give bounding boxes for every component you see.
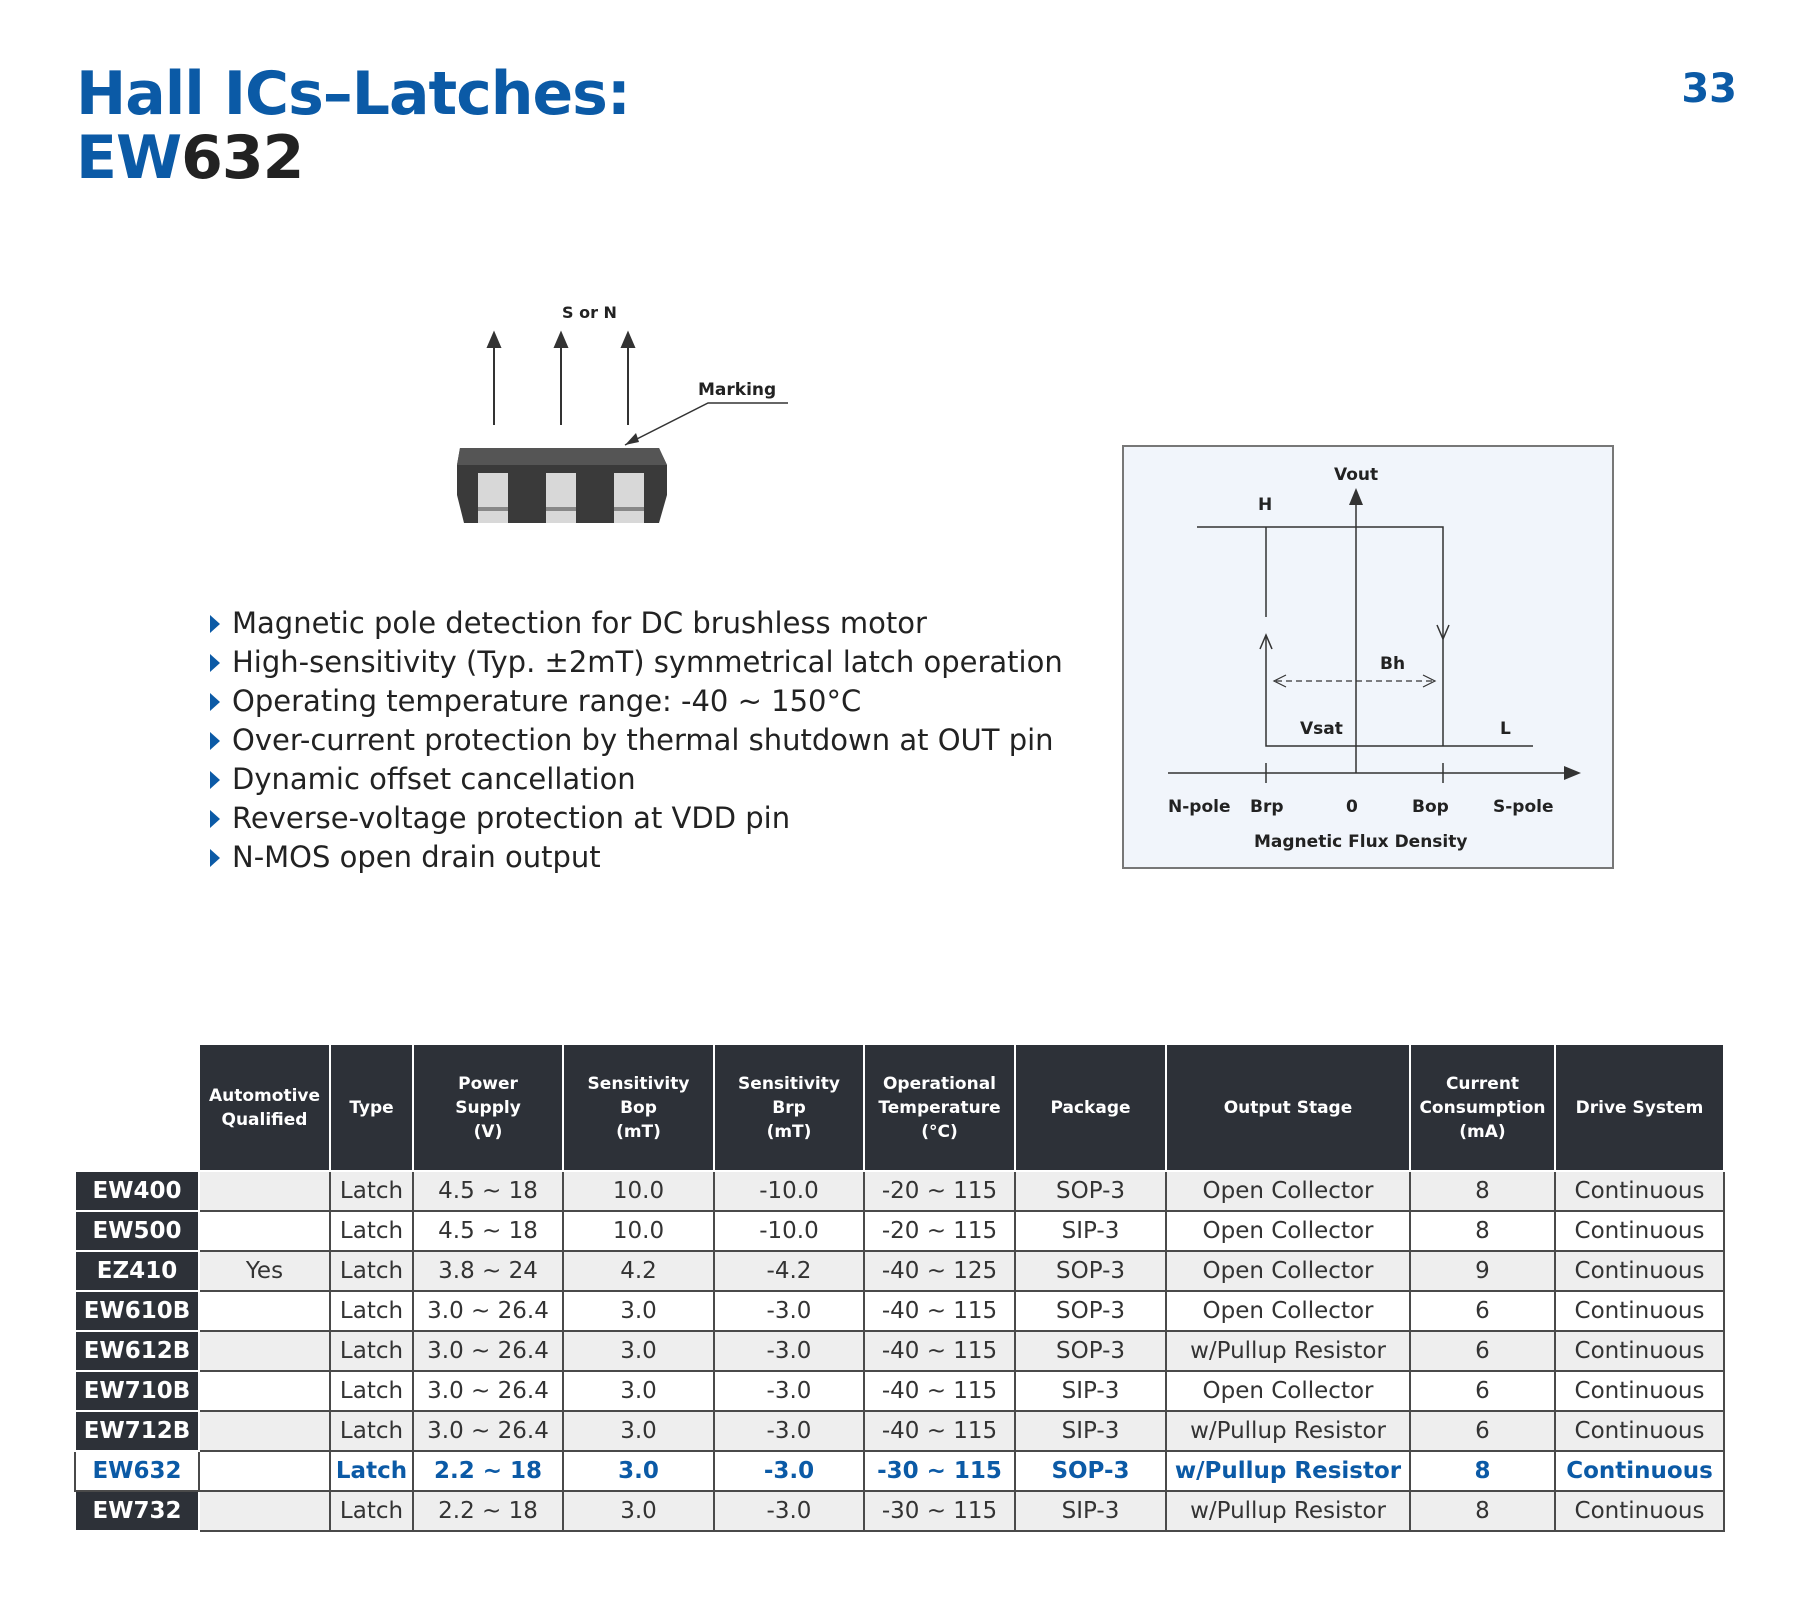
cell-type: Latch — [330, 1451, 413, 1491]
table-row — [75, 1371, 1724, 1411]
flux-axis-arrow — [1564, 766, 1581, 780]
cell-model: EW632 — [75, 1451, 199, 1491]
header-blank-cell — [75, 1044, 199, 1171]
cell-drive-system: Continuous — [1555, 1411, 1724, 1451]
cell-type: Latch — [330, 1371, 413, 1411]
cell-sensitivity-brp: -10.0 — [714, 1211, 864, 1251]
field-direction-label: S or N — [562, 303, 617, 322]
cell-sensitivity-bop: 4.2 — [563, 1251, 714, 1291]
marking-label: Marking — [698, 380, 777, 400]
bullet-arrow-icon — [210, 771, 220, 789]
table-body — [75, 1171, 1724, 1531]
cell-current-consumption: 6 — [1410, 1371, 1555, 1411]
cell-output-stage: w/Pullup Resistor — [1166, 1451, 1410, 1491]
brp-label: Brp — [1250, 797, 1284, 817]
page-number: 33 — [1681, 66, 1737, 112]
cell-operational-temperature: -20 ~ 115 — [864, 1171, 1015, 1211]
table-row — [75, 1251, 1724, 1291]
hysteresis-diagram — [1122, 445, 1614, 869]
cell-drive-system: Continuous — [1555, 1451, 1724, 1491]
cell-output-stage: w/Pullup Resistor — [1166, 1491, 1410, 1531]
cell-power-supply: 3.0 ~ 26.4 — [413, 1411, 563, 1451]
flux-axis-label: Magnetic Flux Density — [1254, 832, 1468, 852]
cell-current-consumption: 6 — [1410, 1411, 1555, 1451]
header-sensitivity-bop: Sensitivity Bop (mT) — [563, 1044, 714, 1171]
cell-power-supply: 3.8 ~ 24 — [413, 1251, 563, 1291]
cell-power-supply: 3.0 ~ 26.4 — [413, 1331, 563, 1371]
bullet-arrow-icon — [210, 849, 220, 867]
cell-operational-temperature: -40 ~ 115 — [864, 1291, 1015, 1331]
feature-item: Over-current protection by thermal shutdown at OUT pin — [210, 721, 1063, 760]
high-output-line — [1197, 527, 1443, 637]
field-arrow-3-head — [622, 333, 634, 347]
title-line-2 — [76, 123, 630, 193]
low-level-label: L — [1500, 719, 1511, 739]
cell-operational-temperature: -40 ~ 115 — [864, 1331, 1015, 1371]
header-automotive-qualified: Automotive Qualified — [199, 1044, 330, 1171]
cell-sensitivity-bop: 3.0 — [563, 1331, 714, 1371]
cell-sensitivity-brp: -10.0 — [714, 1171, 864, 1211]
bullet-arrow-icon — [210, 615, 220, 633]
table-row — [75, 1331, 1724, 1371]
cell-sensitivity-brp: -3.0 — [714, 1491, 864, 1531]
vsat-label: Vsat — [1300, 719, 1343, 739]
bullet-arrow-icon — [210, 810, 220, 828]
page-title — [76, 59, 630, 193]
header-output-stage: Output Stage — [1166, 1044, 1410, 1171]
cell-drive-system: Continuous — [1555, 1291, 1724, 1331]
cell-type: Latch — [330, 1291, 413, 1331]
cell-current-consumption: 6 — [1410, 1331, 1555, 1371]
cell-power-supply: 3.0 ~ 26.4 — [413, 1371, 563, 1411]
cell-sensitivity-bop: 10.0 — [563, 1171, 714, 1211]
cell-type: Latch — [330, 1171, 413, 1211]
cell-output-stage: Open Collector — [1166, 1251, 1410, 1291]
table-row — [75, 1291, 1724, 1331]
feature-item: High-sensitivity (Typ. ±2mT) symmetrical latch operation — [210, 643, 1063, 682]
cell-operational-temperature: -30 ~ 115 — [864, 1491, 1015, 1531]
hysteresis-svg — [1124, 447, 1612, 867]
cell-sensitivity-brp: -3.0 — [714, 1331, 864, 1371]
cell-type: Latch — [330, 1251, 413, 1291]
cell-package: SIP-3 — [1015, 1491, 1166, 1531]
header-operational-temperature: Operational Temperature (°C) — [864, 1044, 1015, 1171]
cell-automotive-qualified — [199, 1371, 330, 1411]
feature-item: Operating temperature range: -40 ~ 150°C — [210, 682, 1063, 721]
cell-output-stage: Open Collector — [1166, 1371, 1410, 1411]
table-row — [75, 1211, 1724, 1251]
cell-package: SOP-3 — [1015, 1451, 1166, 1491]
cell-automotive-qualified — [199, 1331, 330, 1371]
bullet-arrow-icon — [210, 654, 220, 672]
vout-axis-arrow — [1349, 488, 1363, 505]
zero-label: 0 — [1346, 797, 1358, 817]
s-pole-label: S-pole — [1493, 797, 1554, 817]
cell-model: EW400 — [75, 1171, 199, 1211]
cell-power-supply: 2.2 ~ 18 — [413, 1491, 563, 1531]
cell-drive-system: Continuous — [1555, 1171, 1724, 1211]
cell-automotive-qualified — [199, 1491, 330, 1531]
cell-current-consumption: 8 — [1410, 1171, 1555, 1211]
title-line-1: Hall ICs–Latches: — [76, 59, 630, 129]
cell-sensitivity-brp: -3.0 — [714, 1371, 864, 1411]
cell-drive-system: Continuous — [1555, 1331, 1724, 1371]
cell-sensitivity-bop: 3.0 — [563, 1371, 714, 1411]
cell-automotive-qualified — [199, 1291, 330, 1331]
n-pole-label: N-pole — [1168, 797, 1231, 817]
cell-operational-temperature: -40 ~ 115 — [864, 1411, 1015, 1451]
table-row — [75, 1171, 1724, 1211]
cell-drive-system: Continuous — [1555, 1371, 1724, 1411]
cell-output-stage: w/Pullup Resistor — [1166, 1411, 1410, 1451]
vout-label: Vout — [1334, 465, 1379, 485]
cell-drive-system: Continuous — [1555, 1211, 1724, 1251]
cell-model: EW710B — [75, 1371, 199, 1411]
header-power-supply: Power Supply (V) — [413, 1044, 563, 1171]
marking-leader-line — [625, 403, 788, 445]
cell-model: EW610B — [75, 1291, 199, 1331]
header-type: Type — [330, 1044, 413, 1171]
header-current-consumption: Current Consumption (mA) — [1410, 1044, 1555, 1171]
cell-current-consumption: 8 — [1410, 1491, 1555, 1531]
cell-sensitivity-bop: 3.0 — [563, 1411, 714, 1451]
cell-automotive-qualified — [199, 1171, 330, 1211]
cell-automotive-qualified: Yes — [199, 1251, 330, 1291]
cell-model: EW612B — [75, 1331, 199, 1371]
cell-type: Latch — [330, 1491, 413, 1531]
cell-output-stage: Open Collector — [1166, 1211, 1410, 1251]
cell-operational-temperature: -40 ~ 115 — [864, 1371, 1015, 1411]
table-header-row — [75, 1044, 1724, 1171]
cell-current-consumption: 9 — [1410, 1251, 1555, 1291]
cell-type: Latch — [330, 1331, 413, 1371]
marking-leader-head — [625, 433, 639, 445]
feature-item: N-MOS open drain output — [210, 838, 1063, 877]
cell-power-supply: 4.5 ~ 18 — [413, 1211, 563, 1251]
feature-list — [210, 604, 1063, 877]
title-model-number: 632 — [181, 123, 304, 193]
cell-package: SIP-3 — [1015, 1371, 1166, 1411]
cell-operational-temperature: -20 ~ 115 — [864, 1211, 1015, 1251]
cell-sensitivity-bop: 3.0 — [563, 1291, 714, 1331]
cell-output-stage: w/Pullup Resistor — [1166, 1331, 1410, 1371]
cell-output-stage: Open Collector — [1166, 1291, 1410, 1331]
cell-current-consumption: 8 — [1410, 1211, 1555, 1251]
cell-model: EW732 — [75, 1491, 199, 1531]
header-package: Package — [1015, 1044, 1166, 1171]
feature-item: Dynamic offset cancellation — [210, 760, 1063, 799]
cell-type: Latch — [330, 1411, 413, 1451]
bullet-arrow-icon — [210, 693, 220, 711]
cell-current-consumption: 8 — [1410, 1451, 1555, 1491]
sop3-package — [457, 448, 667, 523]
table-row — [75, 1411, 1724, 1451]
cell-sensitivity-brp: -3.0 — [714, 1291, 864, 1331]
cell-sensitivity-bop: 3.0 — [563, 1451, 714, 1491]
cell-package: SIP-3 — [1015, 1211, 1166, 1251]
high-level-label: H — [1258, 495, 1273, 515]
bh-label: Bh — [1380, 654, 1406, 674]
cell-drive-system: Continuous — [1555, 1491, 1724, 1531]
cell-sensitivity-brp: -3.0 — [714, 1451, 864, 1491]
table-row — [75, 1491, 1724, 1531]
cell-drive-system: Continuous — [1555, 1251, 1724, 1291]
cell-type: Latch — [330, 1211, 413, 1251]
cell-model: EZ410 — [75, 1251, 199, 1291]
feature-item: Magnetic pole detection for DC brushless motor — [210, 604, 1063, 643]
cell-package: SOP-3 — [1015, 1331, 1166, 1371]
field-arrow-2-head — [555, 333, 567, 347]
package-diagram — [440, 295, 820, 545]
cell-automotive-qualified — [199, 1211, 330, 1251]
product-table — [74, 1043, 1725, 1532]
cell-package: SOP-3 — [1015, 1291, 1166, 1331]
cell-output-stage: Open Collector — [1166, 1171, 1410, 1211]
table-row — [75, 1451, 1724, 1491]
header-sensitivity-brp: Sensitivity Brp (mT) — [714, 1044, 864, 1171]
cell-model: EW712B — [75, 1411, 199, 1451]
cell-sensitivity-bop: 10.0 — [563, 1211, 714, 1251]
feature-item: Reverse-voltage protection at VDD pin — [210, 799, 1063, 838]
cell-package: SIP-3 — [1015, 1411, 1166, 1451]
cell-sensitivity-bop: 3.0 — [563, 1491, 714, 1531]
cell-current-consumption: 6 — [1410, 1291, 1555, 1331]
cell-automotive-qualified — [199, 1451, 330, 1491]
field-arrow-1-head — [488, 333, 500, 347]
cell-package: SOP-3 — [1015, 1171, 1166, 1211]
cell-operational-temperature: -30 ~ 115 — [864, 1451, 1015, 1491]
bullet-arrow-icon — [210, 732, 220, 750]
cell-power-supply: 4.5 ~ 18 — [413, 1171, 563, 1211]
cell-package: SOP-3 — [1015, 1251, 1166, 1291]
cell-power-supply: 3.0 ~ 26.4 — [413, 1291, 563, 1331]
cell-model: EW500 — [75, 1211, 199, 1251]
title-model-prefix: EW — [76, 123, 182, 193]
cell-automotive-qualified — [199, 1411, 330, 1451]
cell-power-supply: 2.2 ~ 18 — [413, 1451, 563, 1491]
cell-sensitivity-brp: -4.2 — [714, 1251, 864, 1291]
cell-sensitivity-brp: -3.0 — [714, 1411, 864, 1451]
header-drive-system: Drive System — [1555, 1044, 1724, 1171]
cell-operational-temperature: -40 ~ 125 — [864, 1251, 1015, 1291]
bop-label: Bop — [1412, 797, 1449, 817]
